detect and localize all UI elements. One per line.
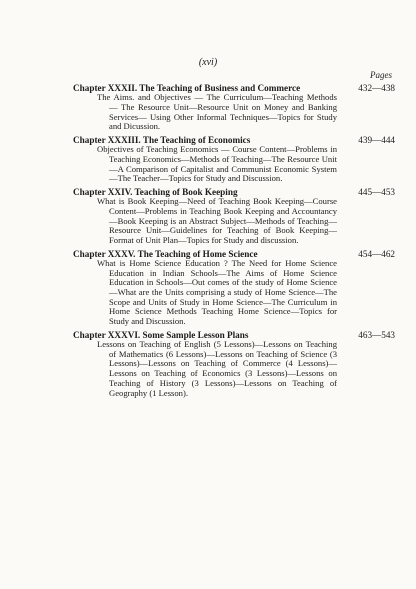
chapter-pages: 463—543 xyxy=(358,329,395,340)
chapter-pages: 432—438 xyxy=(358,83,395,93)
chapter-title: Chapter XXIV. Teaching of Book Keeping xyxy=(73,187,238,198)
chapter-title: Chapter XXXII. The Teaching of Business and Commerce xyxy=(73,83,301,93)
toc-entry xyxy=(73,135,395,184)
toc-entry xyxy=(73,187,395,246)
pages-column-heading: Pages xyxy=(370,70,392,80)
chapter-title: Chapter XXXV. The Teaching of Home Science xyxy=(73,248,258,259)
chapter-pages: 454—462 xyxy=(358,248,395,259)
chapter-title: Chapter XXXIII. The Teaching of Economics xyxy=(73,135,251,146)
chapter-description: Objectives of Teaching Economics — Course Content—Problems in Teaching Economics—Methods of Teaching—The Resource Unit—A Comparison of Capitalist and Communist Economic System—The Teacher—Topics for Study and Discussion. xyxy=(97,144,337,184)
chapter-pages: 445—453 xyxy=(358,187,395,198)
chapter-title: Chapter XXXVI. Some Sample Lesson Plans xyxy=(73,329,249,340)
chapter-description: Lessons on Teaching of English (5 Lessons)—Lessons on Teaching of Mathematics (6 Lessons)—Lessons on Teaching of Science (3 Lessons)—Lessons on Teaching of Commerce (4 Lessons)—Lessons on Teaching of Economics (3 Lessons)—Lessons on Teaching of History (3 Lessons)—Lessons on Teaching of Geography (1 Lesson). xyxy=(97,339,337,398)
toc-entry xyxy=(73,83,395,132)
chapter-pages: 439—444 xyxy=(358,135,395,146)
table-of-contents xyxy=(73,83,395,401)
page-number: (xvi) xyxy=(198,57,218,68)
toc-entry xyxy=(73,330,395,398)
chapter-description: What is Home Science Education ? The Need for Home Science Education in Indian Schools—The Aims of Home Science Education in Schools—Out comes of the study of Home Science—What are the Units comprising a study of Home Science—The Scope and Units of Study in Home Science—The Curriculum in Home Science Methods Teaching Home Science—Topics for Study and Discussion. xyxy=(97,257,337,327)
toc-entry xyxy=(73,249,395,327)
chapter-description: What is Book Keeping—Need of Teaching Book Keeping—Course Content—Problems in Teaching Book Keeping and Accountancy—Book Keeping is an Abstract Subject—Methods of Teaching—Resource Unit—Guidelines for Teaching of Book Keeping—Format of Unit Plan—Topics for Study and discussion. xyxy=(97,196,337,246)
chapter-description: The Aims. and Objectives — The Curriculum—Teaching Methods — The Resource Unit—Resource Unit on Money and Banking Services— Using Other Informal Techniques—Topics for Study and Dicussion. xyxy=(97,92,337,132)
